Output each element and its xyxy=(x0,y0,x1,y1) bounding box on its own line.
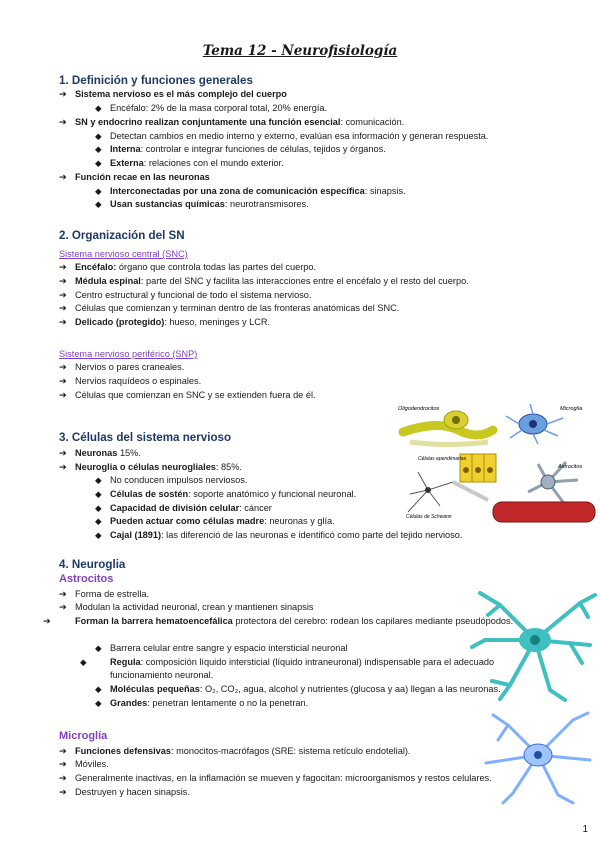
bullet-text: Sistema nervioso es el más complejo del cuerpo xyxy=(75,89,287,99)
label-microglia: Microglía xyxy=(560,406,583,412)
bullet-as-1 xyxy=(59,588,149,601)
page-number: 1 xyxy=(582,823,588,835)
astrocitos-heading: Astrocitos xyxy=(59,573,114,585)
bullet-s1-a2-d1 xyxy=(95,130,488,143)
bullet-as3-d1 xyxy=(95,642,347,655)
bullet-snp-1 xyxy=(59,361,184,374)
arrow-bullet-icon: ➔ xyxy=(59,303,67,313)
arrow-bullet-icon: ➔ xyxy=(59,787,67,797)
arrow-bullet-icon: ➔ xyxy=(59,602,67,612)
bullet-text: : penetran lentamente o no la penetran. xyxy=(147,698,309,708)
bullet-text: : O₂, CO₂, agua, alcohol y nutrientes (glucosa y aa) llegan a las neuronas. xyxy=(199,684,501,694)
bullet-as3-d4 xyxy=(95,697,308,710)
bullet-text: : soporte anatómico y funcional neuronal. xyxy=(188,489,357,499)
bullet-mi-2 xyxy=(59,758,109,771)
bullet-bold-text: Cajal (1891) xyxy=(110,530,162,540)
bullet-text: : relaciones con el mundo exterior. xyxy=(143,158,284,168)
bullet-s3-d1 xyxy=(95,474,247,487)
bullet-text: : hueso, meninges y LCR. xyxy=(164,317,271,327)
arrow-bullet-icon: ➔ xyxy=(59,290,67,300)
bullet-mi-4 xyxy=(59,786,190,799)
bullet-mi-3 xyxy=(59,772,492,785)
arrow-bullet-icon: ➔ xyxy=(59,276,67,286)
diamond-bullet-icon: ◆ xyxy=(95,158,102,168)
glial-cells-figure xyxy=(398,402,598,530)
diamond-bullet-icon: ◆ xyxy=(95,199,102,209)
bullet-s1-a2 xyxy=(59,116,404,129)
diamond-bullet-icon: ◆ xyxy=(95,489,102,499)
diamond-bullet-icon: ◆ xyxy=(80,657,87,667)
bullet-mi-1 xyxy=(59,745,410,758)
bullet-text: : sinapsis. xyxy=(364,186,406,196)
bullet-text: Generalmente inactivas, en la inflamación se mueven y fagocitan: microorganismos y restos celulares. xyxy=(75,773,492,783)
bullet-text: : las diferenció de las neuronas e identificó como parte del tejido nervioso. xyxy=(161,530,463,540)
bullet-bold-text: SN y endocrino realizan conjuntamente una función esencial xyxy=(75,117,341,127)
bullet-text: Nervios raquídeos o espinales. xyxy=(75,376,202,386)
bullet-text: Células que comienzan en SNC y se extienden fuera de él. xyxy=(75,390,316,400)
bullet-text: No conducen impulsos nerviosos. xyxy=(110,475,248,485)
bullet-snc-4 xyxy=(59,302,399,315)
label-astrocitos: Astrocitos xyxy=(558,464,583,470)
bullet-text: Móviles. xyxy=(75,759,109,769)
microglia-illustration xyxy=(506,404,563,444)
arrow-bullet-icon: ➔ xyxy=(59,589,67,599)
bullet-s1-a3-d2 xyxy=(95,198,309,211)
bullet-bold-text: Forman la barrera hematoencefálica xyxy=(75,616,233,626)
arrow-bullet-icon: ➔ xyxy=(59,376,67,386)
bullet-s1-a3 xyxy=(59,171,210,184)
bullet-text: Forma de estrella. xyxy=(75,589,150,599)
bullet-text: Centro estructural y funcional de todo el sistema nervioso. xyxy=(75,290,312,300)
bullet-snc-1 xyxy=(59,261,316,274)
bullet-bold-text: Delicado (protegido) xyxy=(75,317,165,327)
arrow-bullet-icon: ➔ xyxy=(59,746,67,756)
bullet-s1-a2-d2 xyxy=(95,143,386,156)
bullet-s3-d4 xyxy=(95,515,335,528)
arrow-bullet-icon: ➔ xyxy=(59,448,67,458)
bullet-text: 15%. xyxy=(117,448,141,458)
bullet-bold-text: Regula xyxy=(110,657,141,667)
bullet-text: : neuronas y glía. xyxy=(264,516,335,526)
diamond-bullet-icon: ◆ xyxy=(95,643,102,653)
bullet-text: Nervios o pares craneales. xyxy=(75,362,185,372)
bullet-text: Destruyen y hacen sinapsis. xyxy=(75,787,190,797)
bullet-bold-text: Neuronas xyxy=(75,448,118,458)
bullet-bold-text: Usan sustancias químicas xyxy=(110,199,225,209)
snc-subtitle: Sistema nervioso central (SNC) xyxy=(59,249,188,259)
bullet-text: : monocitos-macrófagos (SRE: sistema retículo endotelial). xyxy=(171,746,411,756)
bullet-bold-text: Grandes xyxy=(110,698,148,708)
arrow-bullet-icon: ➔ xyxy=(59,773,67,783)
bullet-text: : controlar e integrar funciones de células, tejidos y órganos. xyxy=(140,144,386,154)
bullet-s1-a1-d1 xyxy=(95,102,327,115)
snp-subtitle: Sistema nervioso periférico (SNP) xyxy=(59,349,198,359)
bullet-bold-text: Neuroglia o células neurogliales xyxy=(75,462,216,472)
capillary-illustration xyxy=(493,502,595,522)
diamond-bullet-icon: ◆ xyxy=(95,698,102,708)
bullet-text: Modulan la actividad neuronal, crean y mantienen sinapsis xyxy=(75,602,314,612)
bullet-text: Barrera celular entre sangre y espacio intersticial neuronal xyxy=(110,643,348,653)
bullet-text: órgano que controla todas las partes del cuerpo. xyxy=(116,262,317,272)
arrow-bullet-icon: ➔ xyxy=(59,262,67,272)
label-schwann: Células de Schwann xyxy=(406,514,452,520)
section-4-heading: 4. Neuroglia xyxy=(59,558,126,571)
bullet-text: protectora del cerebro: rodean los capilares mediante pseudópodos. xyxy=(232,616,514,626)
arrow-bullet-icon: ➔ xyxy=(43,616,51,626)
microglia-image xyxy=(478,705,598,805)
label-oligodendrocitos: Oligodendrocitos xyxy=(398,406,440,412)
bullet-bold-text: Capacidad de división celular xyxy=(110,503,240,513)
bullet-s1-a3-d1 xyxy=(95,185,406,198)
bullet-snp-3 xyxy=(59,389,316,402)
microglia-heading: Microglía xyxy=(59,730,108,742)
arrow-bullet-icon: ➔ xyxy=(59,362,67,372)
bullet-bold-text: Células de sostén xyxy=(110,489,189,499)
bullet-bold-text: Moléculas pequeñas xyxy=(110,684,200,694)
bullet-as3-d3 xyxy=(95,683,501,696)
bullet-as-3 xyxy=(43,615,554,628)
bullet-bold-text: Interconectadas por una zona de comunicación específica xyxy=(110,186,365,196)
page-title: Tema 12 - Neurofisiología xyxy=(202,43,398,59)
arrow-bullet-icon: ➔ xyxy=(59,390,67,400)
arrow-bullet-icon: ➔ xyxy=(59,462,67,472)
diamond-bullet-icon: ◆ xyxy=(95,144,102,154)
section-1-heading: 1. Definición y funciones generales xyxy=(59,74,253,87)
arrow-bullet-icon: ➔ xyxy=(59,117,67,127)
diamond-bullet-icon: ◆ xyxy=(95,503,102,513)
bullet-text: : comunicación. xyxy=(340,117,405,127)
oligodendrocyte-illustration xyxy=(403,411,493,445)
bullet-as-2 xyxy=(59,601,314,614)
bullet-s1-a1 xyxy=(59,88,287,101)
bullet-bold-text: Interna xyxy=(110,144,141,154)
arrow-bullet-icon: ➔ xyxy=(59,759,67,769)
label-ependimarias: Células ependimarias xyxy=(418,456,467,462)
arrow-bullet-icon: ➔ xyxy=(59,172,67,182)
diamond-bullet-icon: ◆ xyxy=(95,684,102,694)
bullet-text: Función recae en las neuronas xyxy=(75,172,210,182)
bullet-bold-text: Encéfalo: xyxy=(75,262,117,272)
bullet-snc-5 xyxy=(59,316,270,329)
diamond-bullet-icon: ◆ xyxy=(95,530,102,540)
arrow-bullet-icon: ➔ xyxy=(59,317,67,327)
bullet-text: Células que comienzan y terminan dentro de las fronteras anatómicas del SNC. xyxy=(75,303,400,313)
bullet-bold-text: Externa xyxy=(110,158,144,168)
bullet-snc-2 xyxy=(59,275,469,288)
section-2-heading: 2. Organización del SN xyxy=(59,229,185,242)
bullet-s3-a1 xyxy=(59,447,141,460)
diamond-bullet-icon: ◆ xyxy=(95,516,102,526)
bullet-text: : 85%. xyxy=(215,462,242,472)
bullet-text: : cáncer xyxy=(239,503,272,513)
arrow-bullet-icon: ➔ xyxy=(59,89,67,99)
bullet-text: Encéfalo: 2% de la masa corporal total, 20% energía. xyxy=(110,103,328,113)
bullet-s3-d3 xyxy=(95,502,272,515)
diamond-bullet-icon: ◆ xyxy=(95,475,102,485)
bullet-snp-2 xyxy=(59,375,201,388)
diamond-bullet-icon: ◆ xyxy=(95,131,102,141)
bullet-bold-text: Pueden actuar como células madre xyxy=(110,516,265,526)
bullet-text: : composición líquido intersticial (líquido intraneuronal) indispensable para el adecuado funcionamiento neuronal. xyxy=(110,657,495,681)
bullet-bold-text: Médula espinal xyxy=(75,276,141,286)
bullet-s3-d5 xyxy=(95,529,462,542)
bullet-text: : neurotransmisores. xyxy=(224,199,309,209)
bullet-text: : parte del SNC y facilita las interacciones entre el encéfalo y el resto del cuerpo. xyxy=(140,276,469,286)
diamond-bullet-icon: ◆ xyxy=(95,103,102,113)
bullet-text: Detectan cambios en medio interno y externo, evalúan esa información y generan respuesta. xyxy=(110,131,489,141)
bullet-bold-text: Funciones defensivas xyxy=(75,746,171,756)
bullet-s3-a2 xyxy=(59,461,242,474)
bullet-as3-d2 xyxy=(80,656,535,683)
section-3-heading: 3. Células del sistema nervioso xyxy=(59,431,232,444)
bullet-s1-a2-d3 xyxy=(95,157,284,170)
bullet-snc-3 xyxy=(59,289,311,302)
bullet-s3-d2 xyxy=(95,488,356,501)
diamond-bullet-icon: ◆ xyxy=(95,186,102,196)
